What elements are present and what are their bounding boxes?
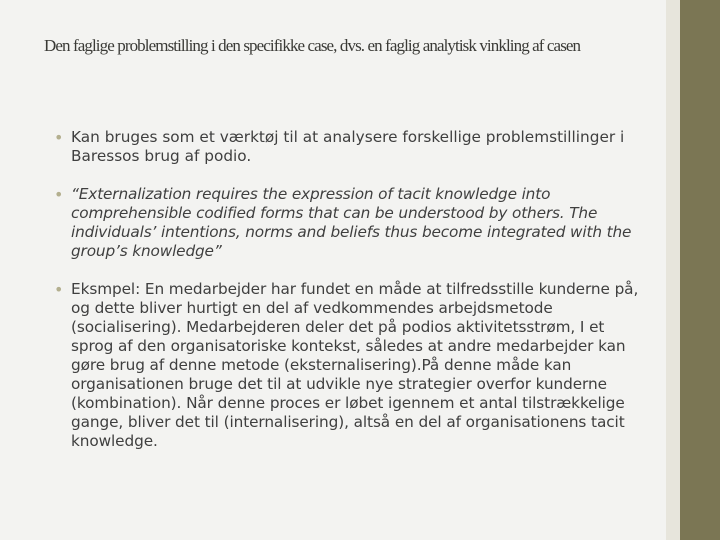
bullet-text: Kan bruges som et værktøj til at analysere forskellige problemstillinger i Baressos brug af podio. — [71, 128, 625, 165]
bullet-dot-icon: • — [54, 128, 64, 147]
bullet-dot-icon: • — [54, 185, 64, 204]
bullet-list — [52, 128, 642, 451]
accent-band — [680, 0, 720, 540]
bullet-item-example — [52, 280, 642, 451]
accent-band-light — [666, 0, 680, 540]
slide-title: Den faglige problemstilling i den specifikke case, dvs. en faglig analytisk vinkling af casen — [44, 36, 581, 55]
example-text: Eksmpel: En medarbejder har fundet en måde at tilfredsstille kunderne på, og dette bliver hurtigt en del af vedkommendes arbejdsmetode (socialisering). Medarbejderen deler det på podios aktivitetsstrøm, I et sprog af den organisatoriske kontekst, således at andre medarbejder kan gøre brug af denne metode (eksternalisering).På denne måde kan organisationen bruge det til at udvikle nye strategier overfor kunderne (kombination). Når denne proces er løbet igennem et antal tilstrækkelige gange, bliver det til (internalisering), altså en del af organisationens tacit knowledge. — [71, 280, 639, 450]
bullet-item-quote — [52, 185, 642, 261]
bullet-item-tool — [52, 128, 642, 166]
bullet-dot-icon: • — [54, 280, 64, 299]
quote-text: “Externalization requires the expression of tacit knowledge into comprehensible codified forms that can be understood by others. The individuals’ intentions, norms and beliefs thus become integrated with the group’s knowledge” — [71, 185, 632, 260]
